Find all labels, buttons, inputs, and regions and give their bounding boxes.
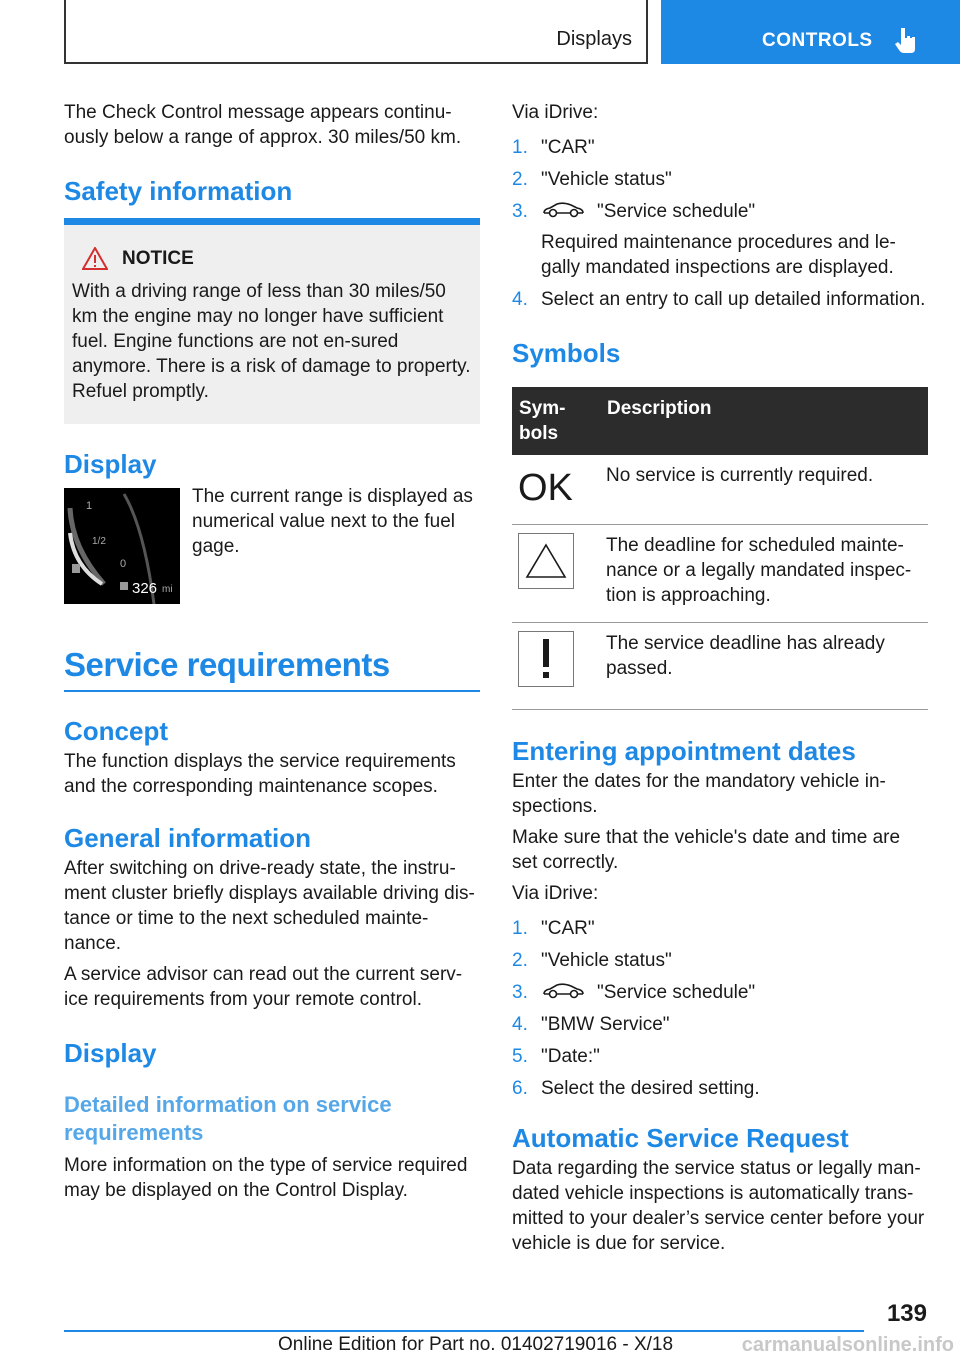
asr-text: Data regarding the service status or legally man-dated vehicle inspections is automatically trans-mitted to your dealer’s service center before your vehicle is due for service. — [512, 1158, 925, 1254]
warning-triangle-icon — [82, 247, 108, 270]
header-section-title: Displays — [556, 28, 632, 50]
list-item: 4. Select an entry to call up detailed information. — [512, 289, 926, 310]
car-icon — [541, 201, 586, 219]
header-chapter-tab — [661, 0, 960, 64]
range-unit: mi — [162, 584, 173, 595]
watermark: carmanualsonline.info — [741, 1334, 954, 1356]
table-cell-description: The service deadline has already passed. — [600, 623, 928, 710]
symbols-heading: Symbols — [512, 338, 621, 368]
list-item: 2. "Vehicle status" — [512, 169, 672, 190]
table-header-symbols: Sym-bols — [512, 387, 600, 455]
header-section-tab — [64, 0, 648, 64]
general-text-1: After switching on drive-ready state, the instru-ment cluster briefly displays available driving dis-tance or time to the next scheduled mainte-nance. — [64, 858, 475, 954]
concept-heading: Concept — [64, 716, 168, 746]
pointing-hand-icon — [893, 26, 919, 54]
steps-list-2 — [512, 916, 928, 1101]
display-text: The current range is displayed as numerical value next to the fuel gage. — [192, 486, 473, 557]
table-cell-description: The deadline for scheduled mainte-nance or a legally mandated inspec-tion is approaching. — [600, 525, 928, 623]
gauge-tick-full: 1 — [86, 500, 93, 512]
list-item: 3. "Service schedule" Required maintenance procedures and le-gally mandated inspections are displayed. — [512, 199, 928, 280]
gauge-tick-empty: 0 — [120, 558, 127, 570]
general-text-2: A service advisor can read out the current serv-ice requirements from your remote control. — [64, 964, 463, 1010]
list-item: 3. "Service schedule" — [512, 982, 756, 1003]
ok-icon: OK — [518, 467, 573, 509]
list-item: 5. "Date:" — [512, 1046, 600, 1067]
footer-rule — [64, 1330, 864, 1332]
display-2-heading: Display — [64, 1038, 157, 1068]
step3-note: Required maintenance procedures and le-gally mandated inspections are displayed. — [541, 232, 896, 278]
asr-heading: Automatic Service Request — [512, 1123, 849, 1153]
table-row — [512, 623, 928, 710]
steps-list-1 — [512, 135, 928, 312]
list-item: 6. Select the desired setting. — [512, 1078, 760, 1099]
table-row — [512, 455, 928, 525]
left-column — [64, 100, 480, 1203]
gauge-tick-half: 1/2 — [92, 536, 106, 547]
appointment-text-2: Make sure that the vehicle's date and time are set correctly. — [512, 827, 901, 873]
car-icon — [541, 982, 586, 1000]
list-item: 2. "Vehicle status" — [512, 950, 672, 971]
safety-heading: Safety information — [64, 176, 293, 206]
table-header-description: Description — [600, 387, 928, 455]
via-idrive-1: Via iDrive: — [512, 102, 599, 123]
service-requirements-heading: Service requirements — [64, 646, 480, 692]
appointment-text-1: Enter the dates for the mandatory vehicle in-spections. — [512, 771, 886, 817]
table-row — [512, 525, 928, 623]
notice-label: NOTICE — [122, 247, 194, 269]
list-item: 1. "CAR" — [512, 918, 595, 939]
intro-paragraph: The Check Control message appears continu-ously below a range of approx. 30 miles/50 km. — [64, 102, 462, 148]
table-cell-description: No service is currently required. — [600, 455, 928, 525]
detailed-info-text: More information on the type of service required may be displayed on the Control Display. — [64, 1155, 468, 1201]
detailed-info-heading: Detailed information on service requirements — [64, 1092, 392, 1145]
range-value: 326 — [132, 580, 158, 597]
list-item: 1. "CAR" — [512, 137, 595, 158]
notice-text: With a driving range of less than 30 miles/50 km the engine may no longer have sufficient fuel. Engine functions are not en-sured anymore. There is a risk of damage to property. Refuel promptly. — [72, 281, 471, 402]
display-heading: Display — [64, 449, 157, 479]
safety-bar — [64, 218, 480, 225]
header-chapter-title: CONTROLS — [762, 30, 873, 51]
page-number: 139 — [886, 1300, 927, 1327]
via-idrive-2: Via iDrive: — [512, 883, 599, 904]
triangle-icon — [518, 533, 574, 589]
concept-text: The function displays the service requirements and the corresponding maintenance scopes. — [64, 751, 456, 797]
footer-edition: Online Edition for Part no. 01402719016 - X/18 — [278, 1334, 674, 1355]
notice-box — [64, 225, 480, 424]
appointment-heading: Entering appointment dates — [512, 736, 856, 766]
list-item: 4. "BMW Service" — [512, 1014, 670, 1035]
exclamation-icon — [518, 631, 574, 687]
right-column — [512, 100, 928, 1256]
symbols-table — [512, 387, 928, 710]
general-information-heading: General information — [64, 823, 312, 853]
instrument-cluster-image — [64, 488, 180, 604]
